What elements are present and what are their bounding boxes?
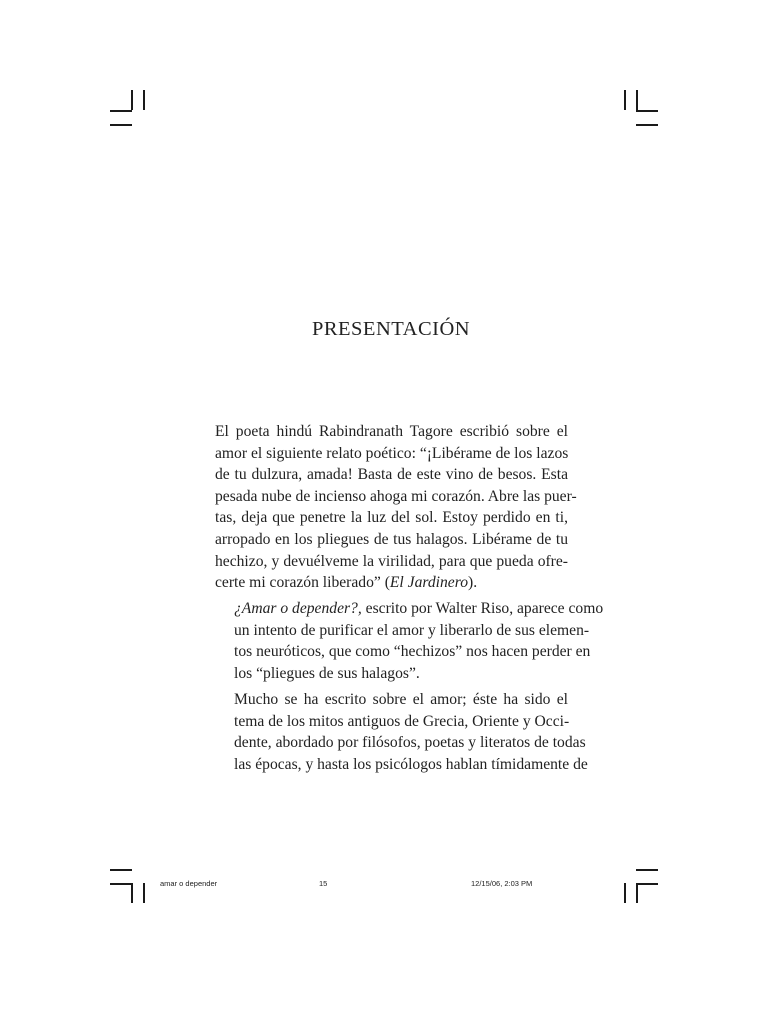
text-line: arropado en los pliegues de tus halagos. Libérame de tu xyxy=(215,530,568,548)
crop-mark-top-right-horizontal xyxy=(636,110,658,112)
book-title-italic: El Jardinero xyxy=(389,574,469,592)
paragraph-3 xyxy=(215,689,588,775)
text-line: tos neuróticos, que como “hechizos” nos hacen perder en xyxy=(234,643,591,661)
crop-mark-top-right-vertical xyxy=(624,90,626,110)
crop-mark-bottom-right-vertical-inner xyxy=(636,883,638,903)
text-line: tas, deja que penetre la luz del sol. Estoy perdido en ti, xyxy=(215,509,568,527)
crop-mark-top-right-horizontal-lower xyxy=(636,124,658,126)
text-line: Mucho se ha escrito sobre el amor; éste ha sido el xyxy=(234,691,568,709)
text-segment: escrito por Walter Riso, aparece como xyxy=(361,600,604,618)
crop-mark-top-left-vertical-inner xyxy=(131,90,133,110)
text-segment: ). xyxy=(468,574,478,592)
footer-filename: amar o depender xyxy=(160,879,218,888)
text-segment: certe mi corazón liberado” ( xyxy=(215,574,390,592)
paragraph-1 xyxy=(215,421,577,594)
crop-mark-bottom-right-horizontal-upper xyxy=(636,869,658,871)
text-line-last: los “pliegues de sus halagos”. xyxy=(234,665,420,683)
text-line: un intento de purificar el amor y liberarlo de sus elemen- xyxy=(234,621,590,639)
text-line-first xyxy=(215,598,604,620)
crop-mark-top-left-horizontal xyxy=(110,110,132,112)
text-line: las épocas, y hasta los psicólogos hablan tímidamente de xyxy=(234,755,588,773)
text-line-last xyxy=(215,572,568,594)
crop-mark-top-right-vertical-inner xyxy=(636,90,638,110)
text-line: de tu dulzura, amada! Basta de este vino de besos. Esta xyxy=(215,466,568,484)
crop-mark-bottom-right-vertical xyxy=(624,883,626,903)
page-title: PRESENTACIÓN xyxy=(311,318,471,340)
crop-mark-bottom-left-horizontal-upper xyxy=(110,869,132,871)
footer-page-number: 15 xyxy=(319,879,328,888)
text-line: tema de los mitos antiguos de Grecia, Oriente y Occi- xyxy=(234,712,570,730)
text-line: amor el siguiente relato poético: “¡Libérame de los lazos xyxy=(215,444,569,462)
crop-mark-bottom-left-vertical-inner xyxy=(131,883,133,903)
text-line: pesada nube de incienso ahoga mi corazón. Abre las puer- xyxy=(215,487,577,505)
crop-mark-bottom-left-vertical xyxy=(143,883,145,903)
crop-mark-top-left-horizontal-lower xyxy=(110,124,132,126)
text-line: El poeta hindú Rabindranath Tagore escribió sobre el xyxy=(215,423,568,440)
paragraph-2 xyxy=(215,598,604,684)
footer-timestamp: 12/15/06, 2:03 PM xyxy=(471,879,533,888)
book-title-italic: ¿Amar o depender?, xyxy=(234,600,362,618)
body-text xyxy=(215,421,604,776)
crop-mark-bottom-left-horizontal xyxy=(110,883,132,885)
text-line: dente, abordado por filósofos, poetas y literatos de todas xyxy=(234,734,586,752)
crop-mark-top-left-vertical xyxy=(143,90,145,110)
crop-mark-bottom-right-horizontal xyxy=(636,883,658,885)
text-line: hechizo, y devuélveme la virilidad, para que pueda ofre- xyxy=(215,552,568,570)
